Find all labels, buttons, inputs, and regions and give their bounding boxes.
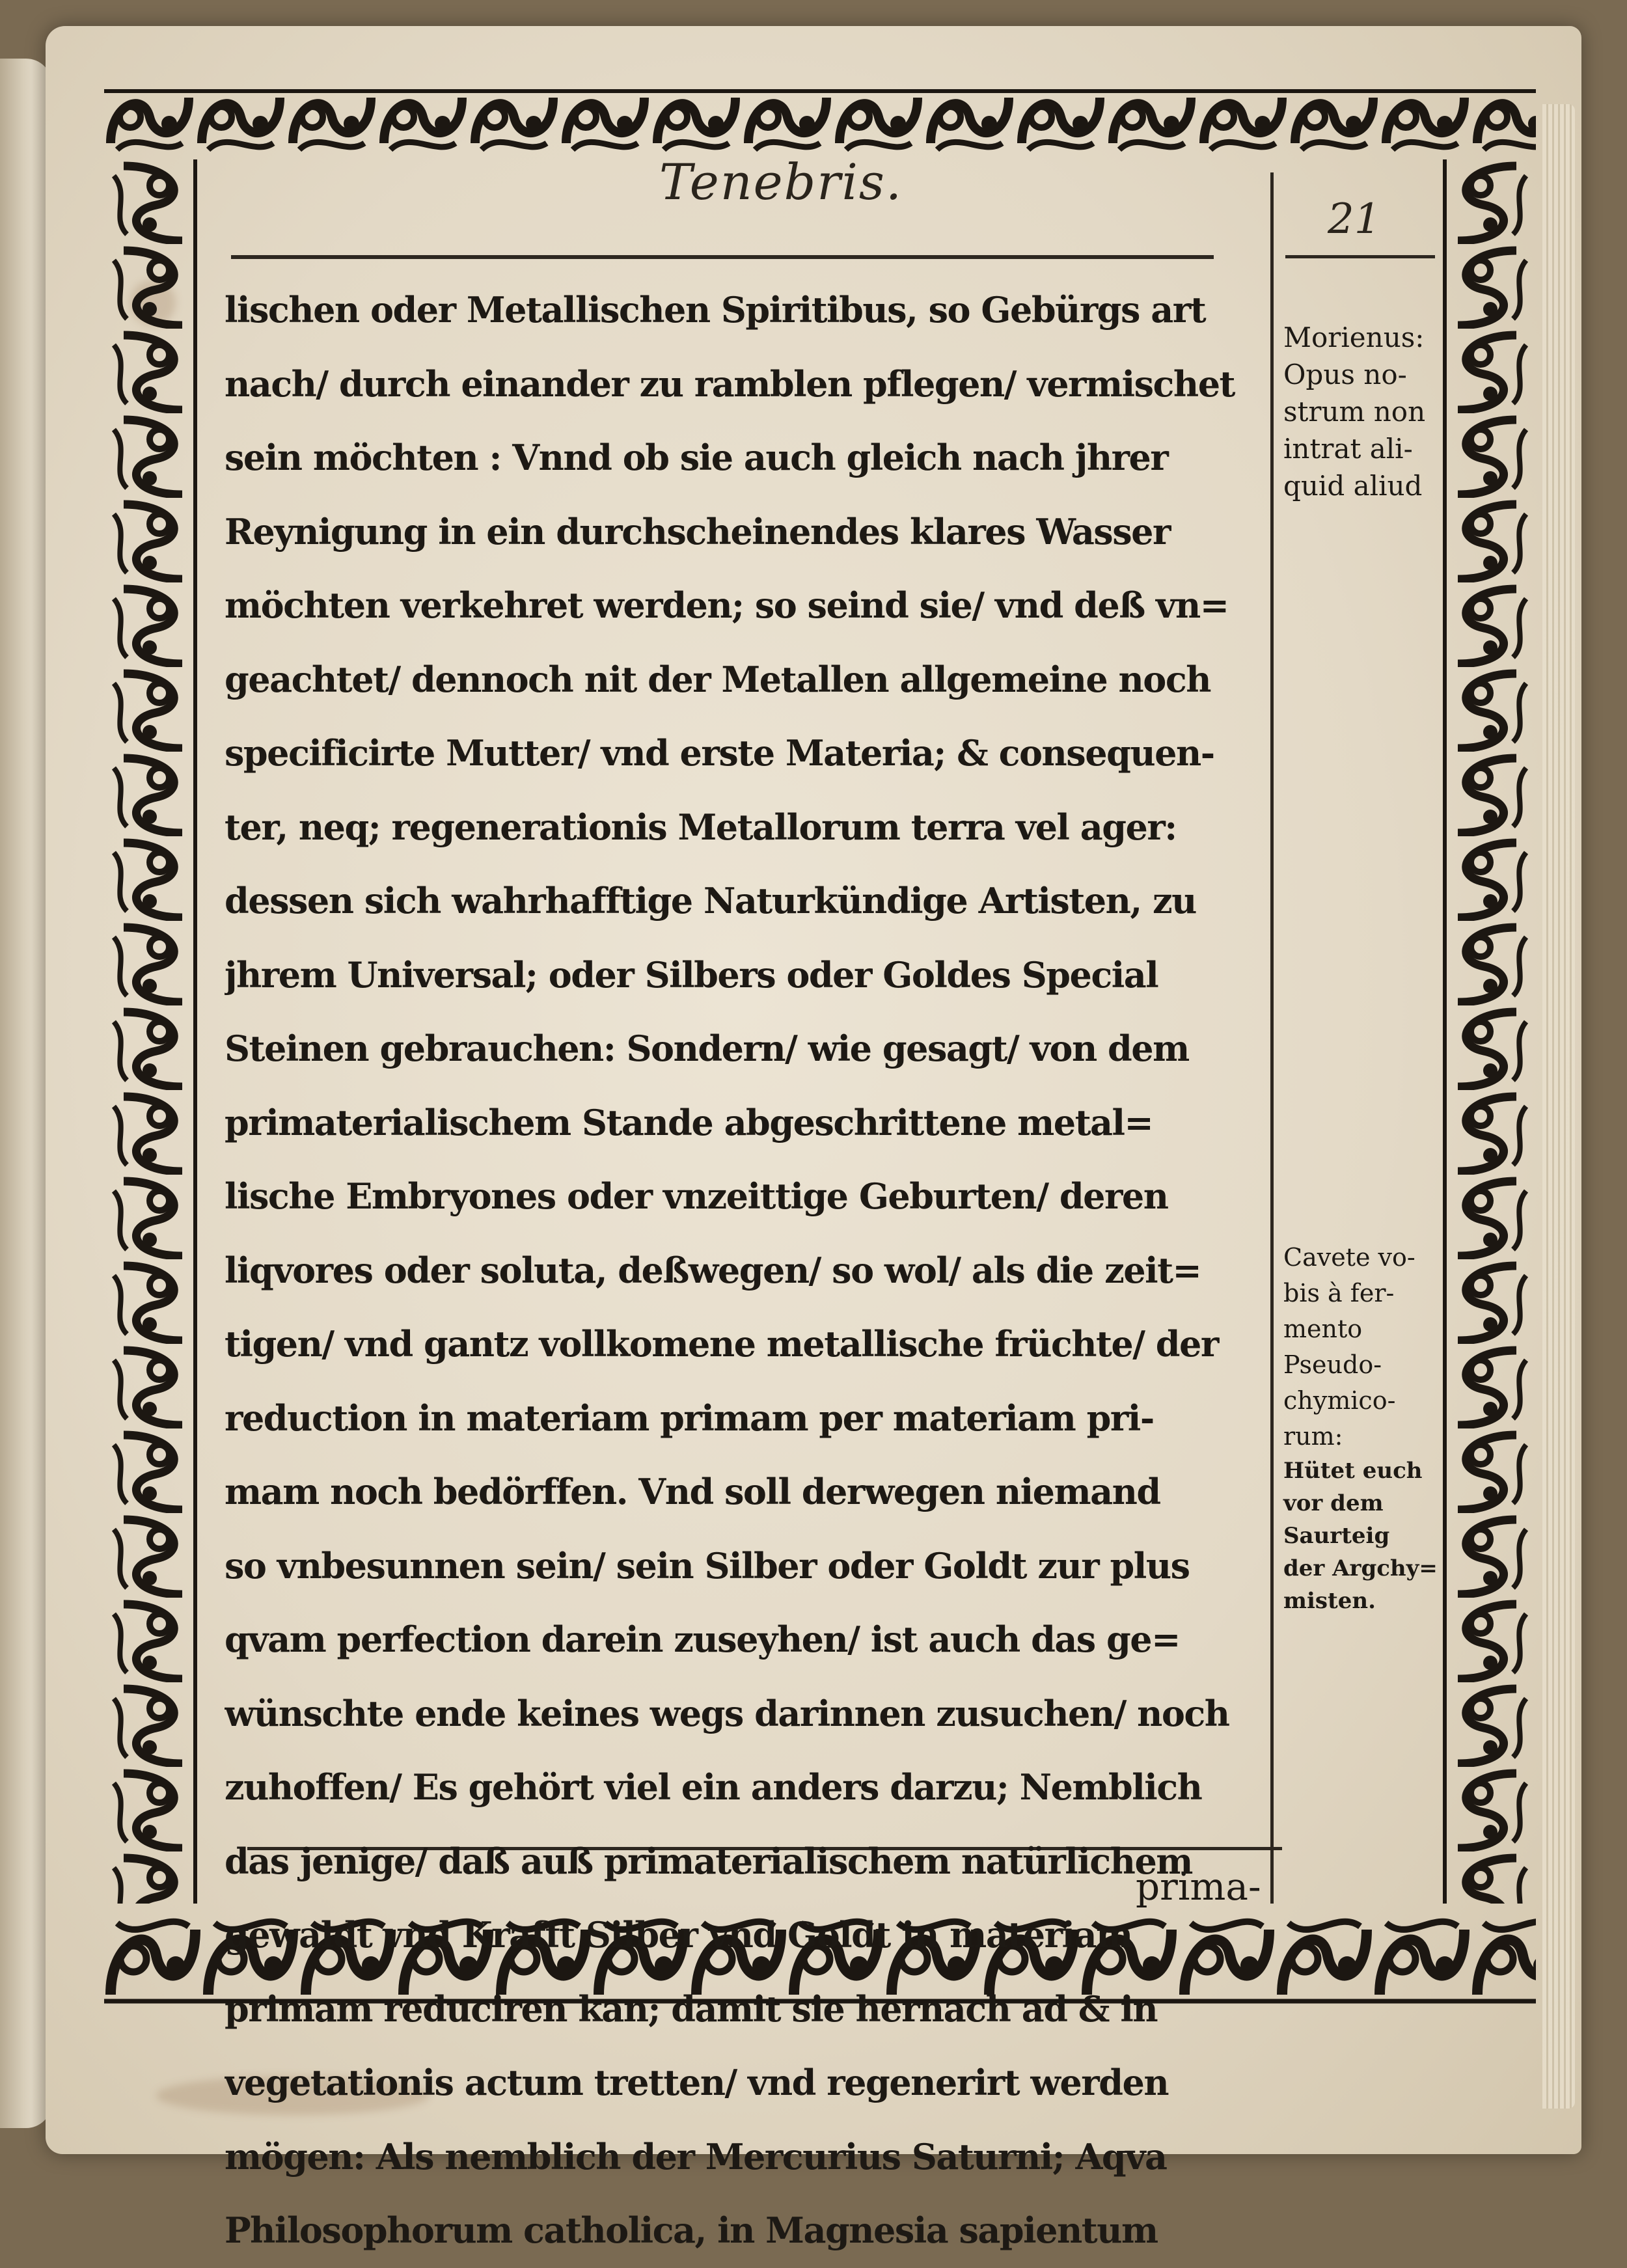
marginal-line: bis à fer-: [1283, 1279, 1395, 1307]
page-stack-edge: [1542, 104, 1575, 2109]
marginal-line: rum:: [1283, 1422, 1343, 1451]
running-head: Tenebris.: [659, 153, 903, 211]
marginal-line: intrat ali-: [1283, 433, 1413, 465]
text-line: mögen: Als nemblich der Mercurius Saturni; Aqva: [225, 2135, 1167, 2178]
text-line: mam noch bedörffen. Vnd soll derwegen niemand: [225, 1471, 1160, 1512]
text-line: primam reduciren kan; damit sie hernach ad & in: [225, 1988, 1158, 2030]
text-line: das jenige/ daß auß primaterialischem natürlichem: [225, 1840, 1192, 1882]
marginal-line: der Argchy=: [1283, 1555, 1438, 1581]
marginal-line: Opus no-: [1283, 359, 1407, 390]
left-page-edge: [0, 59, 52, 2128]
text-line: lische Embryones oder vnzeittige Geburten/ deren: [225, 1175, 1168, 1217]
text-line: geachtet/ dennoch nit der Metallen allgemeine noch: [225, 658, 1210, 700]
marginal-line: Cavete vo-: [1283, 1243, 1415, 1272]
text-line: specificirte Mutter/ vnd erste Materia; & consequen-: [225, 732, 1214, 774]
marginal-line: Pseudo-: [1283, 1350, 1382, 1379]
ornamental-border-top: [104, 78, 1536, 159]
text-line: reduction in materiam primam per materiam pri-: [225, 1397, 1154, 1439]
text-line: vegetationis actum tretten/ vnd regenerirt werden: [225, 2062, 1169, 2103]
marginal-note-morienus: [1283, 319, 1436, 504]
text-line: qvam perfection darein zuseyhen/ ist auch das ge=: [225, 1619, 1180, 1660]
ornamental-border-right: [1435, 159, 1536, 1904]
margin-column-rule: [1270, 172, 1274, 1904]
marginal-note-cavete: [1283, 1240, 1436, 1617]
marginal-line: mento: [1283, 1315, 1363, 1343]
text-line: ter, neq; regenerationis Metallorum terra vel ager:: [225, 806, 1177, 848]
text-line: dessen sich wahrhafftige Naturkündige Artisten, zu: [225, 880, 1196, 922]
marginal-line: chymico-: [1283, 1386, 1396, 1415]
text-line: gewaldt vnd Krafft Silber vnd Goldt in materiam: [225, 1914, 1132, 1956]
text-line: so vnbesunnen sein/ sein Silber oder Goldt zur plus: [225, 1544, 1190, 1587]
marginal-line: quid aliud: [1283, 470, 1423, 502]
text-line: Steinen gebrauchen: Sondern/ wie gesagt/ von dem: [225, 1028, 1189, 1069]
text-line: Reynigung in ein durchscheinendes klares Wasser: [225, 510, 1170, 553]
ornamental-border-left: [104, 159, 205, 1904]
margin-header-rule: [1285, 255, 1435, 258]
body-text: [225, 273, 1266, 2268]
marginal-line: Morienus:: [1283, 321, 1425, 353]
text-line: möchten verkehret werden; so seind sie/ vnd deß vn=: [225, 584, 1229, 626]
catchword: prima-: [1136, 1865, 1261, 1909]
header-rule: [231, 255, 1214, 259]
page-number: 21: [1328, 195, 1381, 243]
marginal-line: vor dem: [1283, 1490, 1384, 1516]
marginal-line: misten.: [1283, 1588, 1376, 1614]
text-line: Philosophorum catholica, in Magnesia sapientum: [225, 2209, 1158, 2251]
text-line: nach/ durch einander zu ramblen pflegen/ vermischet: [225, 362, 1235, 405]
marginal-line: strum non: [1283, 396, 1426, 428]
text-line: primaterialischem Stande abgeschrittene metal=: [225, 1101, 1153, 1143]
text-line: jhrem Universal; oder Silbers oder Goldes Special: [225, 953, 1158, 996]
text-line: wünschte ende keines wegs darinnen zusuchen/ noch: [225, 1692, 1229, 1734]
marginal-line: Saurteig: [1283, 1523, 1390, 1549]
text-line: tigen/ vnd gantz vollkomene metallische früchte/ der: [225, 1323, 1218, 1365]
text-line: zuhoffen/ Es gehört viel ein anders darzu; Nemblich: [225, 1766, 1202, 1808]
marginal-line: Hütet euch: [1283, 1458, 1423, 1484]
text-line: liqvores oder soluta, deßwegen/ so wol/ als die zeit=: [225, 1249, 1201, 1291]
text-line: sein möchten : Vnnd ob sie auch gleich nach jhrer: [225, 437, 1168, 478]
text-line: lischen oder Metallischen Spiritibus, so Gebürgs art: [225, 289, 1206, 331]
